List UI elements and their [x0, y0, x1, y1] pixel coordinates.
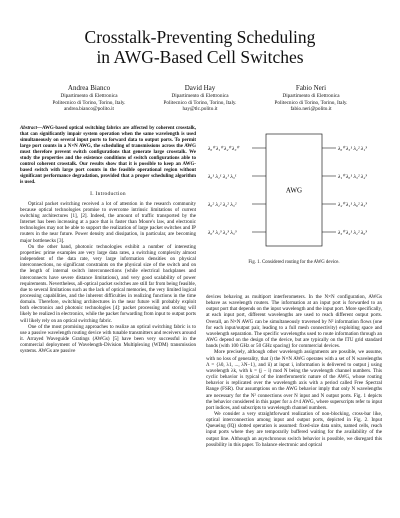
- author-2: [141, 84, 259, 113]
- author-dept: Dipartimento di Elettronica: [60, 93, 118, 99]
- intro-paragraph-2: On the other hand, photonic technologies exhibit a number of interesting properties: prime examples are very large data rates, a switching complexity almost independent of the data rate, very large information densities on physical interconnections, no significant constraints on the physical size of the switch and on the length of internal switch interconnections (while electrical backplanes and interconnects have severe distance limitations), and very good scalability of power requirements. Nevertheless, all-optical packet switches are still far from being feasible, due to several limitations such as the lack of optical memories, the very limited logical processing capabilities, and the inherent difficulties in realizing functions in the time domain. Therefore, switching architectures in the near future will probably exploit both electronics and photonic technologies [4]: packet processing and storing will likely be realized in electronics, while the packet forwarding from input to output ports will likely rely on an optical switching fabric.: [20, 243, 196, 324]
- input-wavelengths-label: λ₀⁰ λ₁⁰ λ₂⁰ λ₃⁰: [208, 146, 239, 152]
- output-wavelengths-label: λ₁⁰ λ₀¹ λ₃² λ₂³: [338, 174, 367, 180]
- abstract-lead: Abstract: [20, 126, 38, 131]
- author-email: andrea.bianco@polito.it: [63, 106, 114, 113]
- input-wavelengths-label: λ₀² λ₁² λ₂² λ₃²: [208, 202, 237, 208]
- intro-paragraph-1: Optical packet switching received a lot of attention in the research community because optical technologies promise to overcome intrinsic limitations of current switching architectures [1], [2]. Indeed, the amount of traffic transported by the Internet has been increasing at a pace that is faster than Moore's law, and electronic technologies may not be able to support the realization of large packet switches and IP routers in the near future. Power density and dissipation, in particular, are becoming major bottlenecks [3].: [20, 200, 196, 244]
- awg-label: AWG: [285, 186, 303, 195]
- abstract: [20, 126, 196, 186]
- input-wavelengths-label: λ₀¹ λ₁¹ λ₂¹ λ₃¹: [208, 174, 237, 180]
- author-dept: Dipartimento di Elettronica: [282, 93, 340, 99]
- output-wavelengths-label: λ₀⁰ λ₃¹ λ₂² λ₁³: [338, 146, 367, 152]
- awg-diagram: [206, 126, 382, 256]
- right-paragraph-3: We consider a very straightforward realization of non-blocking, cross-bar like, optical interconnection among input and output ports, depicted in Fig. 2. Input Queueing (IQ) slotted operation is assumed: fixed-size data units, named cells, reach input ports where they are temporarily buffered waiting for the availability of the output line. Although an asynchronous switch behavior is possible, we disregard this possibility in this paper. To balance electronic and optical: [206, 410, 382, 448]
- left-column: [20, 126, 196, 355]
- figure-caption: Fig. 1. Considered routing for the AWG device.: [248, 260, 340, 265]
- section-title-introduction: I. Introduction: [90, 191, 126, 198]
- right-column: [206, 294, 382, 448]
- author-name: Andrea Bianco: [67, 84, 111, 92]
- author-1: [30, 84, 148, 113]
- right-paragraph-1: devices behaving as multiport interferometers. In the N×N configuration, AWGs behave as wavelength routers. The information at an input port is forwarded to an output port that depends on the input wavelength and the input port. More specifically, at each input port, different wavelengths are used to reach different output ports. Overall, an N×N AWG can be simultaneously traversed by N² information flows (one for each input/output pair, leading to a full mesh connectivity) exploiting space and wavelength separation. The specific wavelengths used to route information through an AWG depend on the design of the device, but are typically on the ITU grid standard bands (with 100 GHz or 50 GHz spacing) for commercial devices.: [206, 294, 382, 350]
- title-line-2: in AWG-Based Cell Switches: [96, 47, 304, 67]
- author-email: hay@tlc.polito.it: [182, 106, 218, 113]
- author-email: fabio.neri@polito.it: [290, 106, 332, 113]
- author-institution: Politecnico di Torino, Torino, Italy.: [274, 99, 348, 106]
- author-name: Fabio Neri: [295, 84, 327, 92]
- intro-paragraph-3: One of the most promising approaches to realize an optical switching fabric is to use a passive wavelength routing device with tunable transmitters and receivers around it. Arrayed Waveguide Gratings (AWGs) [5] have been very successful in the commercial deployment of Wavelength-Division Multiplexing (WDM) transmission systems. AWGs are passive: [20, 323, 196, 355]
- figure-1: [206, 126, 382, 286]
- right-paragraph-2: More precisely, although other wavelength assignments are possible, we assume, with no loss of generality, that i) the N×N AWG operates with a set of N wavelengths Λ = {λ0, λ1, ..., λN−1}, and ii) at input i, information is delivered to output j using wavelength λk, with k = (j − i) mod N being the wavelength channel numbers. This cyclic behavior is typical of the interferometric nature of the AWG, whose routing behavior is replicated over the wavelength axis with a period called Free Spectral Range (FSR). Our assumptions on the AWG behavior imply that only N wavelengths are necessary for the N² connections over N input and N output ports. Fig. 1 depicts the behavior considered in this paper for a 4×4 AWG, where superscripts refer to input port indices, and subscripts to wavelength channel numbers.: [206, 349, 382, 411]
- output-wavelengths-label: λ₃⁰ λ₂¹ λ₁² λ₀³: [338, 230, 367, 236]
- author-institution: Politecnico di Torino, Torino, Italy.: [52, 99, 126, 106]
- abstract-text: —AWG-based optical switching fabrics are affected by coherent crosstalk, that can significantly impair system operation when the same wavelength is used simultaneously on several input ports to forward data to output ports. To permit large port counts in a N×N AWG, the scheduling of transmissions across the AWG must therefore prevent switch configurations that generate large crosstalk. We study the properties and the existence conditions of switch configurations able to control coherent crosstalk. Our results show that it is possible to keep an AWG-based switch with large port counts in the feasible operational region without significant performance degradation, provided that a proper scheduling algorithm is used.: [20, 126, 196, 186]
- author-name: David Hay: [184, 84, 216, 92]
- author-dept: Dipartimento di Elettronica: [171, 93, 229, 99]
- paper-title: [0, 27, 400, 67]
- author-3: [252, 84, 370, 113]
- output-wavelengths-label: λ₂⁰ λ₁¹ λ₀² λ₃³: [338, 202, 367, 208]
- input-wavelengths-label: λ₀³ λ₁³ λ₂³ λ₃³: [208, 230, 237, 236]
- author-institution: Politecnico di Torino, Torino, Italy.: [163, 99, 237, 106]
- title-line-1: Crosstalk-Preventing Scheduling: [84, 27, 316, 47]
